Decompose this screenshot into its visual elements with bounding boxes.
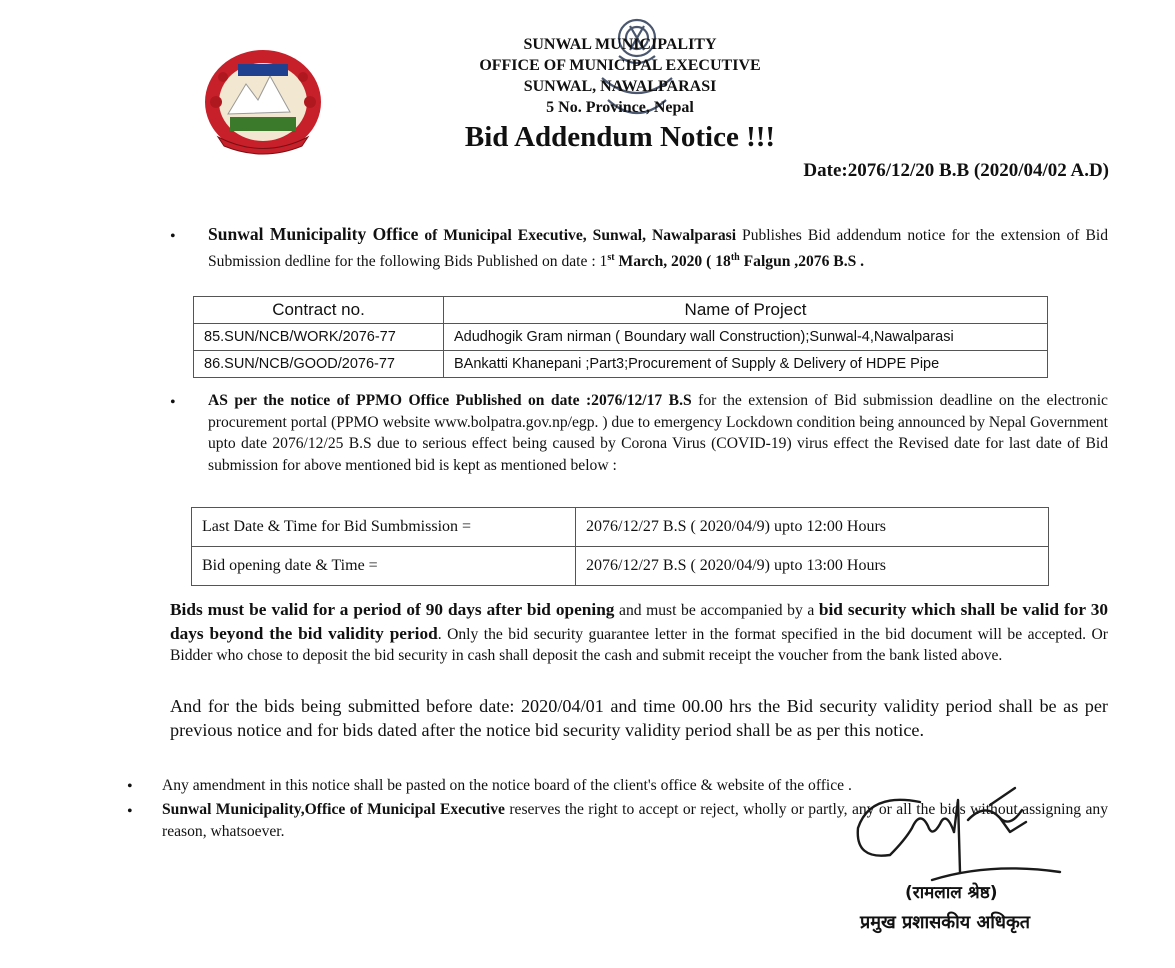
table-header-row bbox=[194, 297, 1048, 324]
p1-text3: Falgun ,2076 B.S . bbox=[739, 252, 865, 270]
bullet-1: • bbox=[170, 228, 176, 245]
p6-bold: Sunwal Municipality,Office of Municipal Executive bbox=[162, 801, 505, 818]
p3-bold2: bid security which shall be valid for 30 days beyond the bid validity period bbox=[170, 600, 1109, 643]
notice-date: Date:2076/12/20 B.B (2020/04/02 A.D) bbox=[803, 160, 1109, 181]
paragraph-bid-validity bbox=[170, 598, 1108, 667]
office-name: OFFICE OF MUNICIPAL EXECUTIVE bbox=[479, 57, 761, 74]
contract-no-cell: 85.SUN/NCB/WORK/2076-77 bbox=[194, 324, 444, 351]
p2-text: for the extension of Bid submission deadline on the electronic procurement portal (PPMO website www.bolpatra.gov.np/egp. ) due to emergency Lockdown condition being announced by Nepal Government upto date 2076/12/25 B.S due to serious effect being caused by Corona Virus (COVID-19) virus effect the Revised date for last date of Bid submission for above mentioned bid is kept as mentioned below : bbox=[208, 392, 1108, 474]
project-name-cell: BAnkatti Khanepani ;Part3;Procurement of Supply & Delivery of HDPE Pipe bbox=[444, 351, 1048, 378]
p3-bold1: Bids must be valid for a period of 90 days after bid opening bbox=[170, 600, 615, 619]
paragraph-extension-notice bbox=[208, 224, 1108, 272]
header-contract-no: Contract no. bbox=[194, 297, 444, 324]
municipality-name: SUNWAL MUNICIPALITY bbox=[523, 36, 717, 53]
paragraph-ppmo-notice bbox=[208, 390, 1108, 476]
date-value-cell: 2076/12/27 B.S ( 2020/04/9) upto 12:00 Hours bbox=[576, 508, 1049, 547]
project-name-cell: Adudhogik Gram nirman ( Boundary wall Construction);Sunwal-4,Nawalparasi bbox=[444, 324, 1048, 351]
p1-text2: March, 2020 ( 18 bbox=[614, 252, 731, 270]
p1-sup2: th bbox=[730, 251, 740, 263]
table-row bbox=[194, 324, 1048, 351]
handwritten-signature bbox=[850, 780, 1080, 890]
p3-text2: . Only the bid security guarantee letter in the format specified in the bid document will be accepted. Or Bidder who chose to deposit the bid security in cash shall deposit the cash and submit receipt the voucher from the bank listed above. bbox=[170, 625, 1108, 665]
page-title: Bid Addendum Notice !!! bbox=[464, 121, 776, 153]
p1-text1: Publishes Bid addendum notice for the extension of Bid Submission dedline for the following Bids Published on date : 1 bbox=[208, 227, 1108, 270]
nepal-emblem-logo bbox=[198, 42, 328, 157]
contract-no-cell: 86.SUN/NCB/GOOD/2076-77 bbox=[194, 351, 444, 378]
p1-bold-executive: of Municipal Executive, Sunwal, Nawalparasi bbox=[418, 227, 737, 244]
province: 5 No. Province, Nepal bbox=[546, 99, 694, 116]
header-project-name: Name of Project bbox=[444, 297, 1048, 324]
bullet-2: • bbox=[170, 394, 176, 411]
date-label-cell: Bid opening date & Time = bbox=[192, 547, 576, 586]
date-value-cell: 2076/12/27 B.S ( 2020/04/9) upto 13:00 Hours bbox=[576, 547, 1049, 586]
bullet-4: • bbox=[127, 803, 133, 820]
signatory-name: (रामलाल श्रेष्ठ) bbox=[905, 883, 998, 903]
table-row bbox=[192, 508, 1049, 547]
office-location: SUNWAL, NAWALPARASI bbox=[523, 78, 717, 95]
table-row bbox=[192, 547, 1049, 586]
table-row bbox=[194, 351, 1048, 378]
p3-text1: and must be accompanied by a bbox=[614, 602, 819, 619]
p2-bold: AS per the notice of PPMO Office Published on date :2076/12/17 B.S bbox=[208, 392, 692, 409]
contracts-table bbox=[193, 296, 1048, 378]
signatory-designation: प्रमुख प्रशासकीय अधिकृत bbox=[860, 912, 1031, 933]
p6-text: reserves the right to accept or reject, wholly or partly, any or all the bids without assigning any reason, whatsoever. bbox=[162, 801, 1108, 840]
paragraph-amendment: Any amendment in this notice shall be pasted on the notice board of the client's office & website of the office . bbox=[162, 777, 852, 794]
p1-bold-office: Sunwal Municipality Office bbox=[208, 224, 419, 244]
dates-table bbox=[191, 507, 1049, 586]
paragraph-security-validity: And for the bids being submitted before date: 2020/04/01 and time 00.00 hrs the Bid security validity period shall be as per previous notice and for bids dated after the notice bid security validity period shall be as per this notice. bbox=[170, 696, 1108, 740]
date-label-cell: Last Date & Time for Bid Sumbmission = bbox=[192, 508, 576, 547]
p1-sup1: st bbox=[607, 251, 615, 263]
bullet-3: • bbox=[127, 778, 133, 795]
